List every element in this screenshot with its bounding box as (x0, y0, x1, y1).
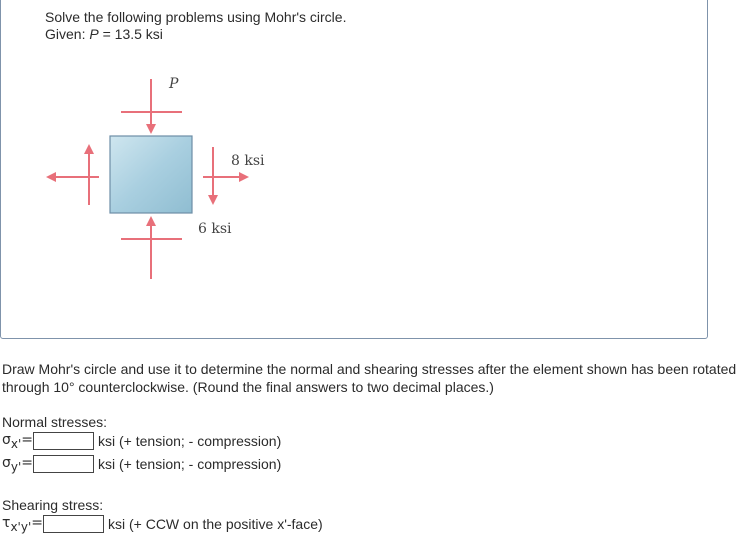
intro-line: Solve the following problems using Mohr's circle. (45, 9, 347, 25)
bottom-load-arrow-group (121, 216, 182, 279)
given-variable: P (89, 26, 99, 42)
stress-element-diagram (41, 67, 281, 287)
normal-stresses-label: Normal stresses: (2, 414, 108, 430)
bottom-stress-label: 6 ksi (198, 221, 232, 237)
sigma-x-input[interactable] (33, 432, 94, 450)
right-stress-arrowhead (239, 172, 249, 182)
sigma-x-unit: ksi (+ tension; - compression) (98, 433, 282, 449)
stress-element-square (110, 136, 192, 213)
sigma-y-unit: ksi (+ tension; - compression) (98, 456, 282, 472)
tau-unit: ksi (+ CCW on the positive x'-face) (107, 516, 323, 532)
shearing-stress-label: Shearing stress: (2, 497, 104, 513)
tau-input[interactable] (43, 515, 104, 533)
problem-intro (45, 9, 346, 43)
question-text: Draw Mohr's circle and use it to determine the normal and shearing stresses after the element shown has been rotated through 10° counterclockwise. (Round the final answers to two decimal places.) (2, 361, 737, 395)
bottom-load-arrowhead (146, 216, 156, 226)
right-stress-arrow-group (203, 147, 265, 205)
given-prefix: Given: (45, 26, 90, 42)
stress-element-figure (41, 67, 281, 290)
left-stress-arrow-group (46, 144, 99, 205)
tau-symbol: $\tau_{x'y'}=$ (2, 514, 43, 534)
sigma-y-symbol: $\sigma_{y'}=$ (2, 454, 34, 474)
right-shear-arrowhead (208, 195, 218, 205)
left-shear-arrowhead (84, 144, 94, 154)
sigma-y-row (2, 454, 281, 474)
right-stress-label: 8 ksi (231, 153, 265, 169)
sigma-x-row (2, 431, 281, 451)
given-line (45, 26, 346, 43)
left-stress-arrowhead (46, 172, 56, 182)
tau-row (2, 514, 323, 534)
given-value: = 13.5 ksi (98, 26, 163, 42)
sigma-x-symbol: $\sigma_{x'}=$ (2, 431, 34, 451)
sigma-y-input[interactable] (33, 455, 94, 473)
top-load-arrow-group (121, 76, 182, 134)
top-load-arrowhead (146, 124, 156, 134)
load-label: P (169, 76, 179, 92)
